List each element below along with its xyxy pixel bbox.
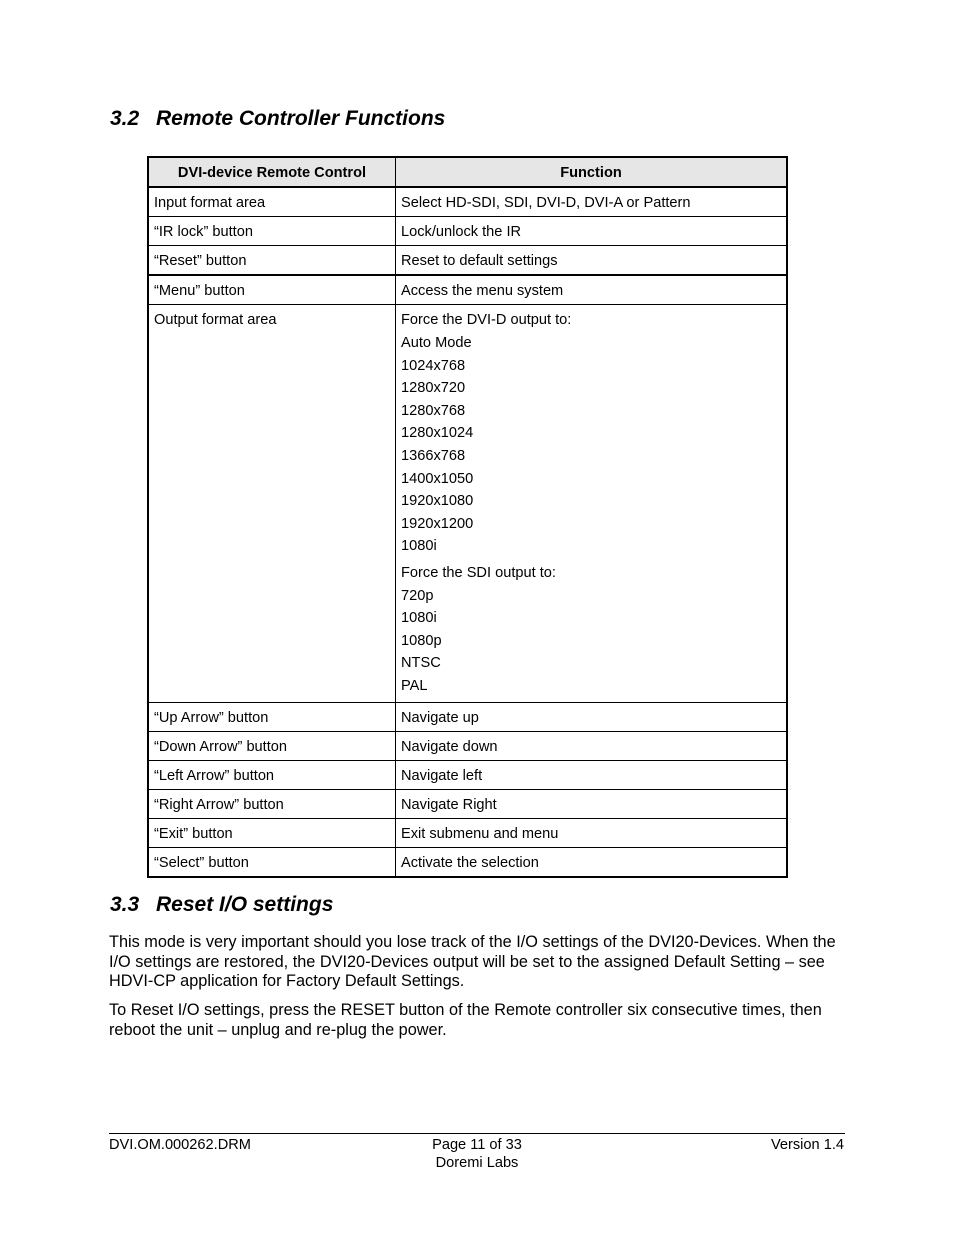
dvi-option: 1920x1080: [401, 493, 474, 510]
function-cell: Navigate down: [396, 731, 788, 760]
dvi-option: 1400x1050: [401, 470, 474, 487]
dvi-option: 1920x1200: [401, 515, 474, 532]
table-row: [148, 187, 787, 217]
control-cell: “Up Arrow” button: [148, 702, 396, 731]
dvi-option: 1080i: [401, 538, 437, 555]
dvi-option: Auto Mode: [401, 335, 472, 351]
control-cell: “Exit” button: [148, 818, 396, 847]
page-number: Page 11 of 33: [432, 1137, 522, 1153]
section-number: 3.3: [110, 893, 140, 916]
control-cell: “Right Arrow” button: [148, 789, 396, 818]
column-header-control: DVI-device Remote Control: [148, 157, 396, 187]
dvi-option: 1024x768: [401, 357, 466, 374]
sdi-option: 720p: [401, 587, 434, 604]
table-row: [148, 275, 787, 305]
dvi-option: 1280x1024: [401, 425, 474, 442]
table-row: [148, 789, 787, 818]
control-cell: “IR lock” button: [148, 217, 396, 246]
function-cell: Lock/unlock the IR: [396, 217, 788, 246]
section-number: 3.2: [110, 107, 140, 130]
footer-version: Version 1.4: [770, 1137, 844, 1153]
dvi-option: 1280x720: [401, 380, 466, 397]
table-row: [148, 246, 787, 276]
remote-control-table: [147, 156, 788, 878]
body-paragraph: To Reset I/O settings, press the RESET button of the Remote controller six consecutive times, then reboot the unit – unplug and re-plug the power.: [109, 1001, 822, 1039]
control-cell: “Left Arrow” button: [148, 760, 396, 789]
table-row: [148, 217, 787, 246]
dvi-option: 1366x768: [401, 447, 466, 464]
footer-center: [377, 1136, 577, 1172]
function-cell: [396, 305, 788, 703]
sdi-option: NTSC: [401, 655, 441, 672]
function-cell: Reset to default settings: [396, 246, 788, 276]
sdi-output-heading: Force the SDI output to:: [401, 564, 556, 581]
dvi-option: 1280x768: [401, 402, 466, 419]
body-paragraph: This mode is very important should you lose track of the I/O settings of the DVI20-Devices. When the I/O settings are restored, the DVI20-Devices output will be set to the assigned Default Setting – see HDVI-CP application for Factory Default Settings.: [109, 933, 836, 991]
company-name: Doremi Labs: [435, 1155, 519, 1171]
table-row: [148, 847, 787, 877]
control-cell: “Reset” button: [148, 246, 396, 276]
section-title: Reset I/O settings: [156, 893, 334, 916]
function-cell: Exit submenu and menu: [396, 818, 788, 847]
function-cell: Select HD-SDI, SDI, DVI-D, DVI-A or Pattern: [396, 187, 788, 217]
function-cell: Navigate Right: [396, 789, 788, 818]
dvi-output-heading: Force the DVI-D output to:: [401, 312, 572, 328]
control-cell: “Down Arrow” button: [148, 731, 396, 760]
table-row: [148, 760, 787, 789]
function-cell: Activate the selection: [396, 847, 788, 877]
table-row: [148, 702, 787, 731]
function-cell: Access the menu system: [396, 275, 788, 305]
table-row: [148, 818, 787, 847]
table-row-output-format: [148, 305, 787, 703]
control-cell: “Menu” button: [148, 275, 396, 305]
section-title: Remote Controller Functions: [156, 107, 446, 130]
control-cell: “Select” button: [148, 847, 396, 877]
sdi-option: PAL: [401, 677, 428, 694]
function-cell: Navigate up: [396, 702, 788, 731]
sdi-option: 1080i: [401, 610, 437, 627]
footer-divider: [109, 1133, 845, 1134]
table-row: [148, 731, 787, 760]
control-cell: Input format area: [148, 187, 396, 217]
control-cell: Output format area: [148, 305, 396, 703]
function-cell: Navigate left: [396, 760, 788, 789]
section-heading-3-2: [110, 107, 445, 131]
sdi-option: 1080p: [401, 632, 442, 649]
section-heading-3-3: [110, 893, 333, 917]
footer-doc-id: DVI.OM.000262.DRM: [109, 1137, 251, 1153]
table-header-row: [148, 157, 787, 187]
column-header-function: Function: [396, 157, 788, 187]
